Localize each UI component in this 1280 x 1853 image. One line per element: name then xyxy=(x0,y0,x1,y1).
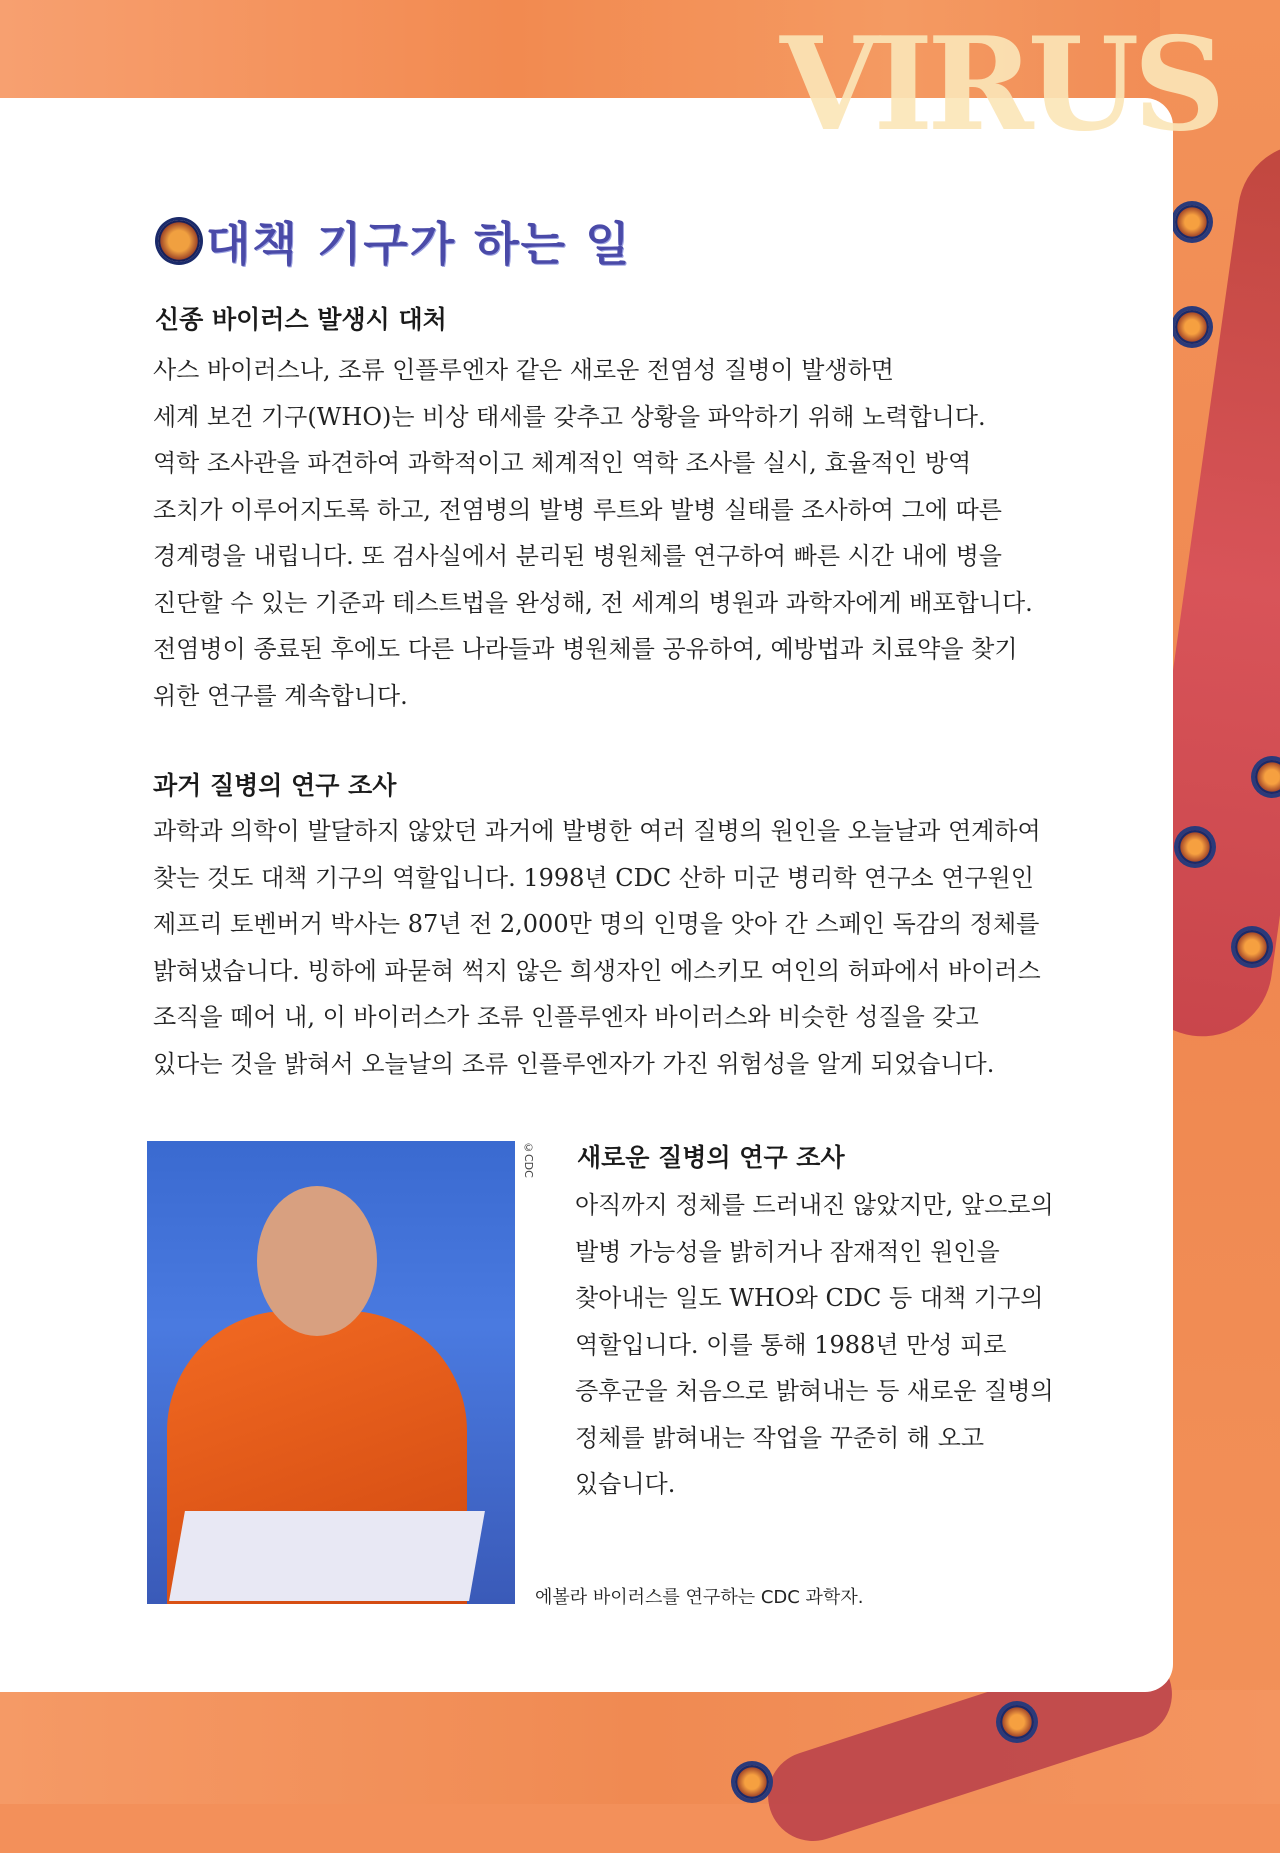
virus-icon xyxy=(1000,1705,1034,1739)
body-line: 밝혀냈습니다. 빙하에 파묻혀 썩지 않은 희생자인 에스키모 여인의 허파에서 바이러스 xyxy=(153,956,1041,985)
virus-icon xyxy=(1235,930,1269,964)
body-line: 발병 가능성을 밝히거나 잠재적인 원인을 xyxy=(575,1237,1000,1266)
body-line: 역학 조사관을 파견하여 과학적이고 체계적인 역학 조사를 실시, 효율적인 방역 xyxy=(153,449,972,477)
page-title-text: 대책 기구가 하는 일 xyxy=(206,217,632,271)
section-heading: 과거 질병의 연구 조사 xyxy=(153,771,397,800)
section-body xyxy=(153,808,1041,1087)
section-heading: 새로운 질병의 연구 조사 xyxy=(577,1143,845,1172)
body-line: 정체를 밝혀내는 작업을 꾸준히 해 오고 xyxy=(575,1423,985,1452)
body-line: 과학과 의학이 발달하지 않았던 과거에 발병한 여러 질병의 원인을 오늘날과 연계하여 xyxy=(153,817,1041,845)
sample-tray xyxy=(169,1511,485,1601)
section-body xyxy=(575,1182,1054,1508)
body-line: 제프리 토벤버거 박사는 87년 전 2,000만 명의 인명을 앗아 간 스페인 독감의 정체를 xyxy=(153,910,1040,938)
body-line: 위한 연구를 계속합니다. xyxy=(153,681,408,710)
photo-caption: 에볼라 바이러스를 연구하는 CDC 과학자. xyxy=(535,1587,864,1608)
body-line: 아직까지 정체를 드러내진 않았지만, 앞으로의 xyxy=(575,1191,1054,1219)
page-title xyxy=(158,208,632,274)
body-line: 조직을 떼어 내, 이 바이러스가 조류 인플루엔자 바이러스와 비슷한 성질을 갖고 xyxy=(153,1003,979,1031)
body-line: 사스 바이러스나, 조류 인플루엔자 같은 새로운 전염성 질병이 발생하면 xyxy=(153,356,894,384)
body-line: 찾는 것도 대책 기구의 역할입니다. 1998년 CDC 산하 미군 병리학 연구소 연구원인 xyxy=(153,863,1034,892)
body-line: 세계 보건 기구(WHO)는 비상 태세를 갖추고 상황을 파악하기 위해 노력합니다. xyxy=(153,402,986,431)
virus-icon xyxy=(1178,830,1212,864)
virus-logo: VIRUS xyxy=(780,10,1220,160)
body-line: 찾아내는 일도 WHO와 CDC 등 대책 기구의 xyxy=(575,1284,1044,1312)
scientist-photo xyxy=(147,1141,515,1604)
section-heading: 신종 바이러스 발생시 대처 xyxy=(155,305,447,334)
body-line: 진단할 수 있는 기준과 테스트법을 완성해, 전 세계의 병원과 과학자에게 배포합니다. xyxy=(153,588,1033,617)
body-line: 있습니다. xyxy=(575,1470,676,1498)
body-line: 있다는 것을 밝혀서 오늘날의 조류 인플루엔자가 가진 위험성을 알게 되었습니다. xyxy=(153,1049,995,1078)
virus-icon xyxy=(1175,310,1209,344)
body-line: 역할입니다. 이를 통해 1988년 만성 피로 xyxy=(575,1330,1007,1359)
body-line: 전염병이 종료된 후에도 다른 나라들과 병원체를 공유하여, 예방법과 치료약을 찾기 xyxy=(153,635,1018,663)
virus-icon xyxy=(1175,205,1209,239)
body-line: 경계령을 내립니다. 또 검사실에서 분리된 병원체를 연구하여 빠른 시간 내에 병을 xyxy=(153,542,1002,570)
photo-credit: ©CDC xyxy=(522,1141,535,1178)
section-body xyxy=(153,347,1033,719)
virus-bullet-icon xyxy=(158,220,200,262)
virus-icon xyxy=(735,1765,769,1799)
scientist-head xyxy=(257,1186,377,1336)
body-line: 조치가 이루어지도록 하고, 전염병의 발병 루트와 발병 실태를 조사하여 그에 따른 xyxy=(153,495,1002,524)
body-line: 증후군을 처음으로 밝혀내는 등 새로운 질병의 xyxy=(575,1377,1054,1405)
